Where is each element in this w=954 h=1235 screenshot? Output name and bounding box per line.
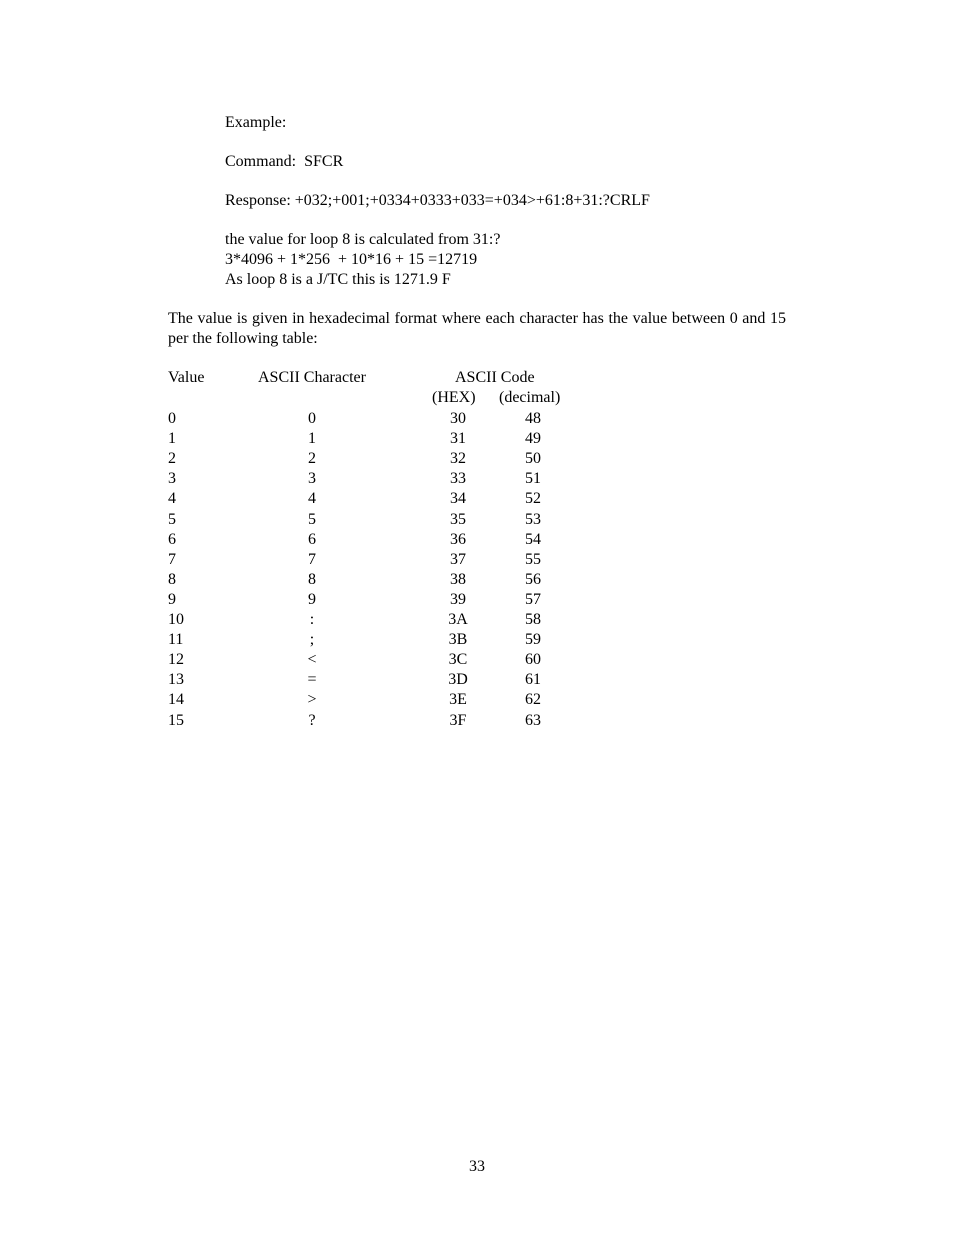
cell-ascii-character: = xyxy=(307,671,317,689)
cell-hex: 39 xyxy=(450,590,466,608)
cell-value: 13 xyxy=(168,671,184,689)
cell-hex: 37 xyxy=(450,550,466,568)
calc-formula: 3*4096 + 1*256 + 10*16 + 15 =12719 xyxy=(225,251,478,268)
cell-decimal: 53 xyxy=(525,510,541,528)
cell-hex: 30 xyxy=(450,410,466,427)
example-heading: Example: xyxy=(225,114,287,131)
cell-decimal: 52 xyxy=(525,490,541,508)
cell-decimal: 49 xyxy=(525,430,541,448)
cell-ascii-character: 0 xyxy=(308,410,316,427)
cell-hex: 3C xyxy=(448,651,468,669)
cell-value: 14 xyxy=(168,691,184,709)
cell-value: 0 xyxy=(168,410,176,427)
cell-hex: 3B xyxy=(448,631,468,649)
cell-decimal: 50 xyxy=(525,450,541,468)
cell-hex: 36 xyxy=(450,530,466,548)
cell-value: 8 xyxy=(168,570,176,588)
header-ascii-character: ASCII Character xyxy=(258,369,366,386)
cell-ascii-character: 3 xyxy=(308,470,316,488)
cell-hex: 3A xyxy=(448,611,468,628)
header-decimal: (decimal) xyxy=(499,389,561,406)
cell-ascii-character: 9 xyxy=(308,590,316,608)
cell-decimal: 54 xyxy=(525,530,541,548)
cell-decimal: 61 xyxy=(525,671,541,689)
cell-value: 9 xyxy=(168,590,176,608)
cell-ascii-character: 7 xyxy=(308,550,316,568)
cell-decimal: 57 xyxy=(525,590,541,608)
cell-decimal: 62 xyxy=(525,691,541,709)
page-number: 33 xyxy=(469,1158,485,1175)
calc-description: the value for loop 8 is calculated from 31:? xyxy=(225,231,501,248)
cell-value: 15 xyxy=(168,711,184,729)
cell-decimal: 59 xyxy=(525,631,541,649)
command-line: Command: SFCR xyxy=(225,153,344,170)
cell-value: 4 xyxy=(168,490,176,508)
cell-value: 5 xyxy=(168,510,176,528)
cell-ascii-character: ; xyxy=(309,631,315,649)
cell-ascii-character: 6 xyxy=(308,530,316,548)
cell-value: 3 xyxy=(168,470,176,488)
cell-ascii-character: ? xyxy=(308,711,316,729)
cell-value: 10 xyxy=(168,611,184,628)
cell-hex: 33 xyxy=(450,470,466,488)
cell-decimal: 51 xyxy=(525,470,541,488)
intro-paragraph: The value is given in hexadecimal format where each character has the value between 0 and 15 per the following table: xyxy=(168,310,786,347)
cell-ascii-character: 8 xyxy=(308,570,316,588)
cell-hex: 31 xyxy=(450,430,466,448)
cell-value: 7 xyxy=(168,550,176,568)
cell-ascii-character: : xyxy=(309,611,315,628)
cell-value: 6 xyxy=(168,530,176,548)
cell-decimal: 55 xyxy=(525,550,541,568)
cell-hex: 3E xyxy=(449,691,467,709)
calc-result: As loop 8 is a J/TC this is 1271.9 F xyxy=(225,271,451,288)
cell-hex: 3F xyxy=(449,711,467,729)
cell-value: 11 xyxy=(168,631,184,649)
cell-hex: 3D xyxy=(448,671,468,689)
cell-ascii-character: 5 xyxy=(308,510,316,528)
header-ascii-code: ASCII Code xyxy=(455,369,535,386)
cell-decimal: 56 xyxy=(525,570,541,588)
cell-decimal: 58 xyxy=(525,611,541,628)
cell-ascii-character: > xyxy=(307,691,317,709)
header-value: Value xyxy=(168,369,205,386)
cell-decimal: 48 xyxy=(525,410,541,427)
cell-hex: 35 xyxy=(450,510,466,528)
cell-value: 1 xyxy=(168,430,176,448)
cell-hex: 32 xyxy=(450,450,466,468)
cell-ascii-character: < xyxy=(307,651,317,669)
cell-value: 2 xyxy=(168,450,176,468)
cell-decimal: 60 xyxy=(525,651,541,669)
cell-decimal: 63 xyxy=(525,711,541,729)
cell-ascii-character: 1 xyxy=(308,430,316,448)
cell-ascii-character: 4 xyxy=(308,490,316,508)
response-line: Response: +032;+001;+0334+0333+033=+034>+61:8+31:?CRLF xyxy=(225,192,650,209)
cell-value: 12 xyxy=(168,651,184,669)
cell-ascii-character: 2 xyxy=(308,450,316,468)
cell-hex: 34 xyxy=(450,490,466,508)
header-hex: (HEX) xyxy=(432,389,476,406)
cell-hex: 38 xyxy=(450,570,466,588)
